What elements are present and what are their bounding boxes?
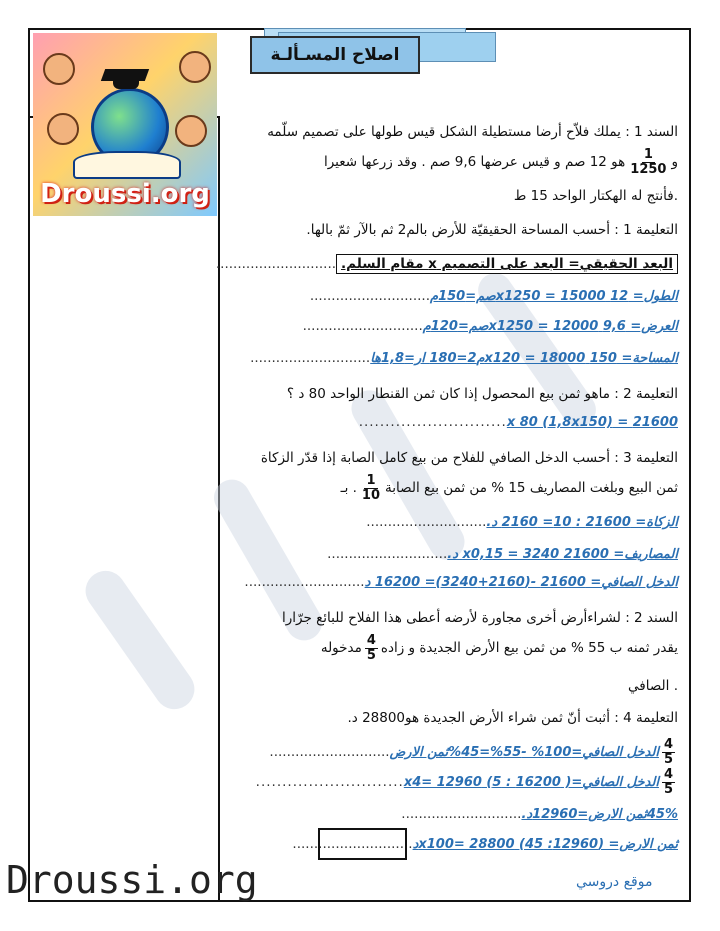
four-fifths-fraction: $\frac{4}{5}$ xyxy=(663,737,673,767)
instruction-2: التعليمة 2 : ماهو ثمن بيع المحصول إذا كان ثمن القنطار الواحد 80 د ؟ xyxy=(286,386,678,402)
answer-width: العرض= 9,6 x1250 = 12000صم=120م............................ xyxy=(302,318,678,334)
scale-fraction: $\frac{1}{1250}$ xyxy=(630,147,667,177)
logo-text: Droussi.org xyxy=(40,179,210,209)
answer-4-3: 45%ثمن الارض=12960د............................. xyxy=(401,806,678,822)
book-icon xyxy=(73,151,181,179)
answer-length: الطول= 12 x1250 = 15000صم=150م............................ xyxy=(309,288,678,304)
answer-expenses: المصاريف= 21600 x0,15 = 3240 د............................. xyxy=(327,546,678,562)
answer-4-1: $\frac{4}{5}$ الدخل الصافي=100% -55%=45%ثمن الارض............................ xyxy=(269,737,673,767)
four-fifths-fraction: $\frac{4}{5}$ xyxy=(366,633,376,663)
sanad1-line1: السند 1 : يملك فلاّح أرضا مستطيلة الشكل قيس طولها على تصميم سلّمه xyxy=(267,124,678,140)
instruction-3-line1: التعليمة 3 : أحسب الدخل الصافي للفلاح من بيع كامل الصابة إذا قدّر الزكاة xyxy=(260,450,678,466)
droussi-logo xyxy=(33,33,217,216)
instruction-3-line2: ثمن البيع وبلغت المصاريف 15 % من ثمن بيع الصابة $\frac{1}{10}$ . بـ xyxy=(340,473,678,503)
answer-zakat: الزكاة= 21600 : 10= 2160 د............................. xyxy=(366,514,678,530)
answer-area: المساحة= 150 x120 = 18000م2=180 ار=1,8ها............................ xyxy=(250,350,678,366)
zakat-fraction: $\frac{1}{10}$ xyxy=(361,473,381,503)
sanad1-line3: .فأنتج له الهكتار الواحد 15 ط xyxy=(513,188,678,204)
final-answer-box xyxy=(318,828,407,860)
site-watermark: Droussi.org xyxy=(6,858,258,902)
sanad2-line3: . الصافي xyxy=(628,678,678,694)
formula-box: البعد الحقيقي= البعد على التصميم x مقام السلم. xyxy=(336,254,678,274)
sanad1-line2: و $\frac{1}{1250}$ هو 12 صم و قيس عرضها 9,6 صم . وقد زرعها شعيرا xyxy=(323,147,678,177)
answer-net: الدخل الصافي= 21600 -(2160+3240)= 16200 د............................ xyxy=(244,574,678,590)
answer-4-2: $\frac{4}{5}$ الدخل الصافي=( 16200 : 5) x4= 12960............................ xyxy=(255,767,673,797)
answer-t2: 21600 = x 80 (1,8x150)............................ xyxy=(358,414,678,430)
page-title: اصلاح المسـألـة xyxy=(250,36,420,74)
site-name-arabic: موقع دروسي xyxy=(576,874,653,890)
sanad2-line2: يقدر ثمنه ب 55 % من ثمن بيع الأرض الجديدة و زاده $\frac{4}{5}$ مدخوله xyxy=(320,633,678,663)
left-margin-column xyxy=(28,116,220,902)
formula-row: البعد الحقيقي= البعد على التصميم x مقام السلم............................. xyxy=(216,256,678,272)
four-fifths-fraction: $\frac{4}{5}$ xyxy=(663,767,673,797)
answer-4-4: ثمن الارض= (12960: 45) x100= 28800د............................ xyxy=(292,836,678,852)
instruction-4: التعليمة 4 : أثبت أنّ ثمن شراء الأرض الجديدة هو28800 د. xyxy=(347,710,678,726)
sanad2-line1: السند 2 : لشراءأرض أخرى مجاورة لأرضه أعطى هذا الفلاح للبائع جرّارا xyxy=(282,610,678,626)
instruction-1: التعليمة 1 : أحسب المساحة الحقيقيّة للأرض بالم2 ثم بالآر ثمّ بالها. xyxy=(306,222,678,238)
correction-content xyxy=(215,118,684,898)
